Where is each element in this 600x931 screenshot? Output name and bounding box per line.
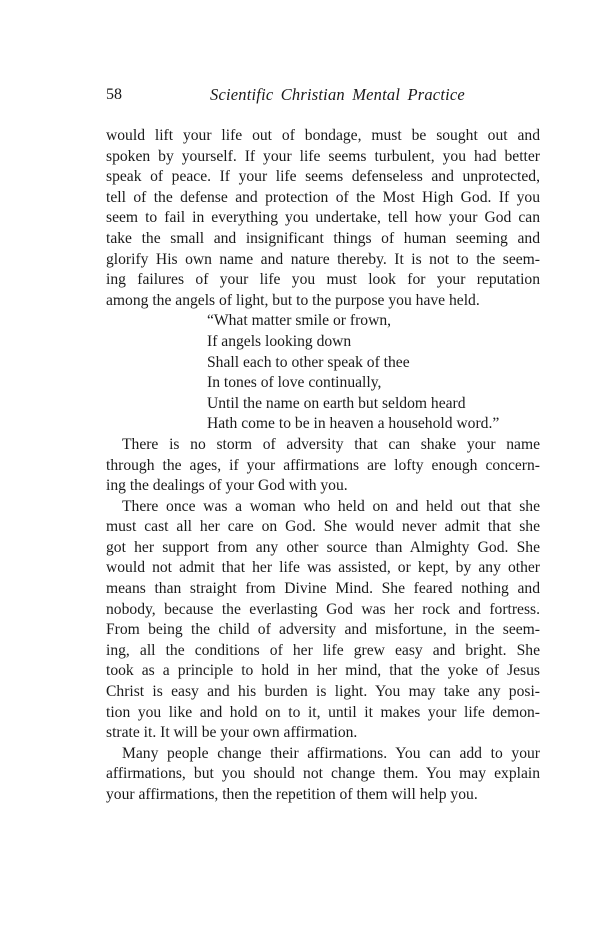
verse-quotation (106, 311, 540, 435)
text-line: spoken by yourself. If your life seems turbulent, you had better (106, 147, 540, 165)
text-line: through the ages, if your affirmations are lofty enough concern- (106, 456, 540, 474)
text-line: seem to fail in everything you undertake, tell how your God can (106, 209, 540, 227)
verse-line: If angels looking down (207, 332, 352, 350)
verse-line: Until the name on earth but seldom heard (207, 394, 466, 412)
text-line: tion you like and hold on to it, until it makes your life demon- (106, 703, 540, 721)
text-line: your affirmations, then the repetition of them will help you. (106, 786, 478, 803)
running-title: Scientific Christian Mental Practice (210, 85, 465, 104)
text-line: From being the child of adversity and misfortune, in the seem- (106, 621, 540, 639)
paragraph-3 (106, 497, 540, 744)
text-line: nobody, because the everlasting God was her rock and fortress. (106, 600, 540, 618)
page-number: 58 (106, 86, 122, 103)
verse-line: Shall each to other speak of thee (207, 353, 410, 371)
text-line: There once was a woman who held on and held out that she (122, 497, 540, 515)
text-line: Many people change their affirmations. You can add to your (122, 744, 540, 762)
paragraph-1 (106, 126, 540, 311)
text-line: took as a principle to hold in her mind, that the yoke of Jesus (106, 662, 540, 680)
text-line: means than straight from Divine Mind. She feared nothing and (106, 580, 540, 598)
text-line: glorify His own name and nature thereby. It is not to the seem- (106, 250, 540, 268)
paragraph-2 (106, 435, 540, 497)
text-line: Christ is easy and his burden is light. You may take any posi- (106, 683, 540, 701)
text-line: affirmations, but you should not change them. You may explain (106, 765, 540, 783)
text-line: take the small and insignificant things of human seeming and (106, 229, 540, 247)
text-line: strate it. It will be your own affirmation. (106, 724, 358, 742)
text-line: tell of the defense and protection of the Most High God. If you (106, 188, 540, 206)
running-head (106, 82, 546, 108)
text-line: among the angels of light, but to the purpose you have held. (106, 291, 480, 309)
text-line: got her support from any other source than Almighty God. She (106, 538, 540, 556)
text-line: ing the dealings of your God with you. (106, 477, 348, 495)
text-line: speak of peace. If your life seems defenseless and unprotected, (106, 168, 540, 186)
text-line: There is no storm of adversity that can shake your name (122, 435, 540, 453)
text-line: would lift your life out of bondage, must be sought out and (106, 127, 540, 144)
text-line: would not admit that her life was assisted, or kept, by any other (106, 559, 540, 577)
text-line: must cast all her care on God. She would never admit that she (106, 518, 540, 536)
body-text (106, 126, 540, 806)
text-line: ing failures of your life you must look for your reputation (106, 271, 540, 289)
verse-line: In tones of love continually, (207, 374, 382, 392)
verse-line: “What matter smile or frown, (207, 312, 392, 330)
verse-line: Hath come to be in heaven a household word.” (207, 415, 500, 433)
paragraph-4 (106, 744, 540, 806)
text-line: ing, all the conditions of her life grew easy and bright. She (106, 641, 540, 659)
